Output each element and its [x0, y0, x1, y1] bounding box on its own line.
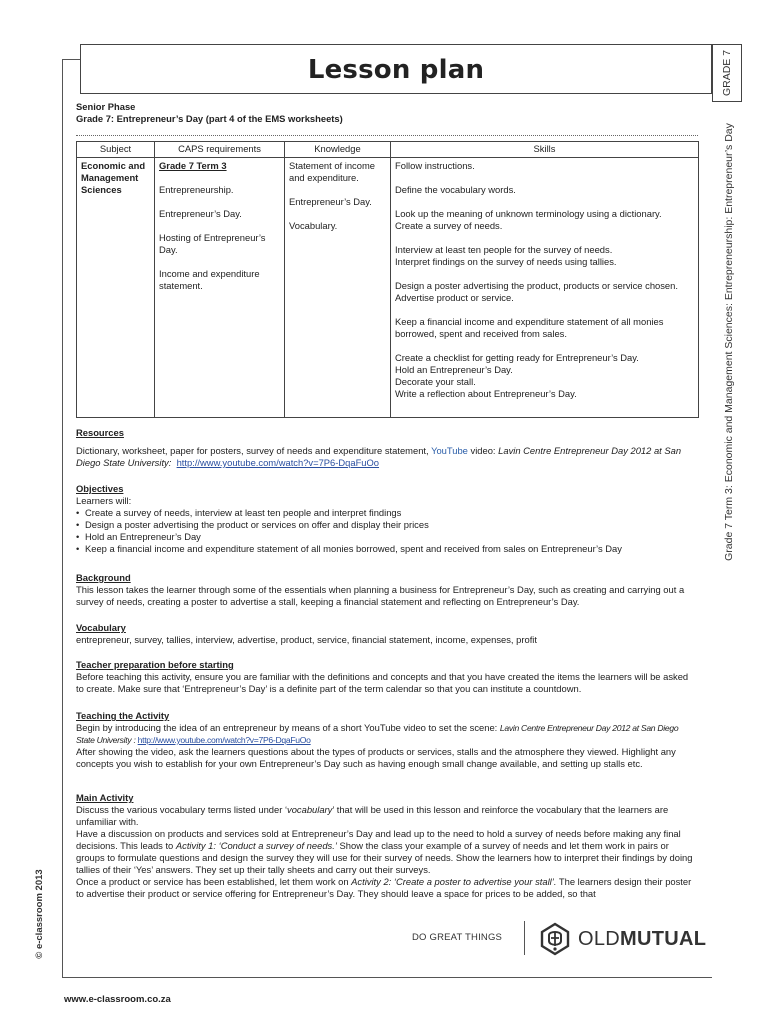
main-activity-p1: Discuss the various vocabulary terms listed under ‘ [76, 804, 288, 815]
teaching-video-title: Lavin Centre Entrepreneur Day 2012 at San Diego State University [76, 723, 679, 745]
teaching-text-intro: Begin by introducing the idea of an entrepreneur by means of a short YouTube video to set the scene: [76, 722, 500, 733]
website-link[interactable]: www.e-classroom.co.za [64, 994, 171, 1005]
phase-label: Senior Phase [76, 101, 136, 112]
frame-line-top [62, 59, 81, 60]
resources-video-word: video: [467, 445, 499, 456]
teacher-prep-heading: Teacher preparation before starting [76, 659, 234, 670]
resources-video-link[interactable]: http://www.youtube.com/watch?v=7P6-DqaFuOo [176, 457, 380, 468]
skills-cell [391, 158, 699, 418]
header-caps: CAPS requirements [155, 142, 285, 158]
objectives-section [76, 483, 698, 555]
brand-name-light: OLD [578, 928, 621, 950]
skill-item: Create a survey of needs. [395, 220, 503, 231]
vocabulary-heading: Vocabulary [76, 622, 126, 633]
skill-item: Define the vocabulary words. [395, 184, 516, 195]
old-mutual-logo-icon [538, 922, 572, 956]
vocabulary-section [76, 622, 698, 646]
knowledge-cell [285, 158, 391, 418]
page-title: Lesson plan [307, 55, 485, 85]
skill-item: Interview at least ten people for the survey of needs. [395, 244, 613, 255]
teacher-prep-section [76, 659, 698, 695]
main-activity-p3-end: The learners design their poster to advertise their product or service offering for Entrepreneur’s Day. They should leave a space for prices to be added, so that [76, 876, 692, 899]
brand-name-bold: MUTUAL [620, 928, 707, 950]
skill-item: Advertise product or service. [395, 292, 514, 303]
header-skills: Skills [391, 142, 699, 158]
resources-colon: : [168, 457, 172, 468]
caps-cell [155, 158, 285, 418]
activity-1-title: Activity 1: ‘Conduct a survey of needs.’ [175, 840, 337, 851]
subject-cell [77, 158, 155, 418]
background-section [76, 572, 698, 608]
caps-item: Entrepreneur’s Day. [159, 208, 242, 219]
list-item: • Keep a financial income and expenditure statement of all monies borrowed, spent and received from sales on Entrepreneur’s Day [76, 543, 698, 555]
skill-item: Create a checklist for getting ready for Entrepreneur’s Day. [395, 352, 639, 363]
header-knowledge: Knowledge [285, 142, 391, 158]
objectives-heading: Objectives [76, 483, 124, 494]
main-activity-p2: Have a discussion on products and services sold at Entrepreneur’s Day and lead up to the need to hold a survey of needs before making any final decisions. This leads to [76, 828, 681, 851]
resources-video-title: Lavin Centre Entrepreneur Day 2012 at San Diego State University [76, 445, 682, 468]
knowledge-item: Vocabulary. [289, 220, 338, 231]
main-activity-p1-end: ’ that will be used in this lesson and reinforce the vocabulary that the learners are unfamiliar with. [76, 804, 669, 827]
objectives-intro: Learners will: [76, 495, 132, 506]
resources-heading: Resources [76, 427, 124, 438]
skill-item: Follow instructions. [395, 160, 475, 171]
skill-item: Design a poster advertising the product, products or service chosen. [395, 280, 678, 291]
main-activity-section [76, 792, 698, 900]
objectives-list [76, 507, 698, 555]
main-activity-p3: Once a product or service has been established, let them work on [76, 876, 352, 887]
main-activity-p1-em: vocabulary [287, 804, 333, 815]
teacher-prep-text: Before teaching this activity, ensure you are familiar with the definitions and concepts and that you have created the items the learners will be asked to create. Make sure that ‘Entrepreneur’s Day’ is a definite part of the term calendar so that you can institute a countdown. [76, 671, 689, 694]
activity-2-title: Activity 2: ‘Create a poster to advertise your stall’. [351, 876, 557, 887]
title-box [80, 44, 712, 94]
subject-line: Economic and [81, 160, 146, 171]
table-row [77, 158, 699, 418]
skill-item: Hold an Entrepreneur’s Day. [395, 364, 513, 375]
copyright: © e-classroom 2013 [34, 869, 45, 959]
teaching-sep: : [131, 735, 138, 745]
teaching-video-link[interactable]: http://www.youtube.com/watch?v=7P6-DqaFuOo [137, 735, 311, 745]
resources-text: Dictionary, worksheet, paper for posters, survey of needs and expenditure statement, [76, 445, 432, 456]
side-title: Grade 7 Term 3: Economic and Management Sciences: Entrepreneurship: Entrepreneur’s Day [723, 123, 735, 561]
skill-item: Look up the meaning of unknown terminology using a dictionary. [395, 208, 662, 219]
knowledge-item: Entrepreneur’s Day. [289, 196, 372, 207]
caps-heading: Grade 7 Term 3 [159, 160, 227, 171]
subject-line: Sciences [81, 184, 122, 195]
skill-item: Decorate your stall. [395, 376, 476, 387]
resources-section [76, 427, 698, 469]
grade-tab-label: GRADE 7 [721, 49, 733, 97]
list-item: • Create a survey of needs, interview at least ten people and interpret findings [76, 507, 698, 519]
caps-item: Entrepreneurship. [159, 184, 234, 195]
lesson-plan-table [76, 141, 699, 418]
caps-item: Income and expenditure statement. [159, 268, 260, 291]
frame-line-left [62, 59, 63, 977]
background-text: This lesson takes the learner through some of the essentials when planning a business for Entrepreneur’s Day, such as creating and carrying out a survey of needs, creating a poster to advertise a stall, keeping a financial statement and reflecting on Entrepreneur’s Day. [76, 584, 685, 607]
brand-name [578, 928, 706, 950]
skill-item: Keep a financial income and expenditure statement of all monies borrowed, spent and received from sales. [395, 316, 664, 339]
footer-separator [524, 921, 525, 955]
list-item: • Hold an Entrepreneur’s Day [76, 531, 698, 543]
table-header-row [77, 142, 699, 158]
divider [76, 135, 698, 136]
teaching-section [76, 710, 698, 770]
main-activity-p2-end: Show the class your example of a survey of needs and let them work in pairs or groups to formulate questions and design the survey they will use for their survey of needs. Show the learners how to interpret their findings by doing tallies of their ‘Yes’ answers. They set up their tally sheets and carry out their surveys. [76, 840, 693, 875]
skill-item: Write a reflection about Entrepreneur’s Day. [395, 388, 577, 399]
teaching-heading: Teaching the Activity [76, 710, 170, 721]
skill-item: Interpret findings on the survey of needs using tallies. [395, 256, 617, 267]
background-heading: Background [76, 572, 131, 583]
vocabulary-text: entrepreneur, survey, tallies, interview, advertise, product, service, financial statement, income, expenses, profit [76, 634, 537, 645]
header-subject: Subject [77, 142, 155, 158]
frame-line-bottom [62, 977, 712, 978]
footer-tagline: DO GREAT THINGS [412, 932, 503, 943]
list-item: • Design a poster advertising the product or services on offer and display their prices [76, 519, 698, 531]
subject-line: Management [81, 172, 139, 183]
caps-item: Hosting of Entrepreneur’s Day. [159, 232, 266, 255]
teaching-text-followup: After showing the video, ask the learners questions about the types of products or services, stalls and the atmosphere they viewed. Highlight any concepts you wish to establish for your own Entrepreneur’s Day such as having enough small change available, and setting up stalls etc. [76, 746, 676, 769]
knowledge-item: Statement of income and expenditure. [289, 160, 375, 183]
grade-line: Grade 7: Entrepreneur’s Day (part 4 of the EMS worksheets) [76, 113, 343, 124]
youtube-label: YouTube [431, 445, 468, 456]
main-activity-heading: Main Activity [76, 792, 134, 803]
grade-tab [712, 44, 742, 102]
